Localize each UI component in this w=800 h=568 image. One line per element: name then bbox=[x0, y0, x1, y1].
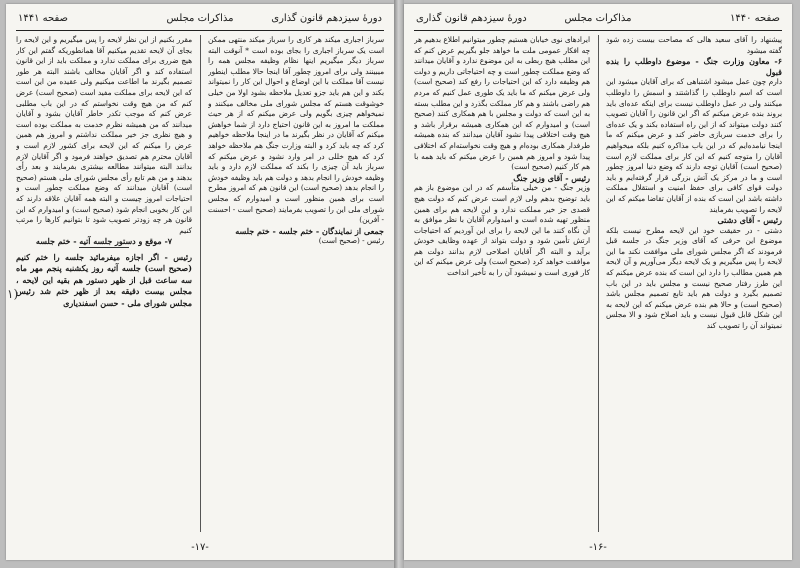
page-number: -۱۷- bbox=[191, 542, 209, 553]
header-rule bbox=[414, 30, 782, 31]
page-header bbox=[18, 10, 382, 28]
section-heading: ۶- معاون وزارت جنگ - موضوع داوطلب را بنده قبول bbox=[606, 56, 782, 77]
column-divider bbox=[200, 35, 201, 532]
header-publication-title: مذاکرات مجلس bbox=[166, 13, 234, 24]
column-text: سرباز اجباری میکند هر کاری را سرباز میکند منتهی ممکن است یک سرباز اجباری را بجای بوده است * آنوقت البته سرباز دیگر میگیریم اینها نظام وظیفه مجلس همه را میبینند ولی برای امروز چطور آقا اینجا حالا مطلب اینطور نیست آقا مملکت با این اوضاع و احوال این کار را نمیتواند بکند و این هم باید جزو تعدیل ملاحظه بشود اولا من خیلی خوشوقت هستم که مجلس شورای ملی مخالف میکنند و نمیخواهم چیزی بگویم ولی عرض میکنم که از هر حیث مملکت ما امروز به این قانون احتیاج دارد از شما خواهش میکنم که آقایان در نظر بگیرند ما در اینجا ملاحظه خواهیم کرد که چه باید کرد و البته وزارت جنگ هم ملاحظه خواهد کرد که هیچ خللی در امر وارد نشود و عرض میکنم که سرباز باید آن چیزی را بکند که مملکت لازم دارد و باید وظیفه خودش را انجام بدهد و دولت هم باید وظیفه خودش را انجام بدهد (صحیح است) این قانون هم که امروز مطرح است برای همین منظور است و امیدوارم که مجلس شورای ملی این را تصویب بفرمایند (صحیح است - احسنت - آفرین) bbox=[208, 35, 384, 225]
right-column bbox=[208, 35, 384, 532]
section-heading: ۷- موقع و دستور جلسه آتیه - ختم جلسه bbox=[35, 236, 173, 247]
header-page-label: صفحه ۱۴۴۰ bbox=[729, 13, 780, 24]
column-text: مقرر بکنیم از این نظر لایحه را پس میگیریم و این لایحه را بجای آن لایحه تقدیم میکنیم آقا همانطوریکه گفتم این کار هیچ ضرری برای مملکت ندارد و مملکت باید از این قانون استفاده کند و اگر آقایان مخالف باشند البته هر طور تصمیم بگیرند ما اطاعت میکنیم ولی عقیده من این است که این لایحه برای مملکت مفید است (صحیح است) عرض کنم که من هیچ وقت نخواستم که در این باب مطلبی عرض کنم که موجب تکدر خاطر آقایان بشود و آقایان میدانند که من همیشه نظرم خدمت به مملکت بوده است و هیچ نظری جز خیر مملکت نداشتم و امروز هم همین عرض را میکنم که این لایحه برای کشور لازم است و آقایان محترم هم تصدیق خواهند فرمود و اگر آقایان لازم بدانند البته میتوانند مطالعه بیشتری بفرمایند و بعد رأی بدهند و من هم تابع رأی مجلس شورای ملی هستم (صحیح است) آقایان میدانند که وضع مملکت چطور است و احتیاجات امروز چیست و البته همه آقایان علاقه دارند که این کار بخوبی انجام شود (صحیح است) و امیدوارم که این قانون هر چه زودتر تصویب شود تا بتوانیم کارها را مرتب کنیم bbox=[16, 35, 192, 235]
column-divider bbox=[598, 35, 599, 532]
left-column bbox=[16, 35, 192, 532]
page-header bbox=[416, 10, 780, 28]
right-page bbox=[404, 4, 792, 560]
left-column bbox=[414, 35, 590, 532]
president-remark: رئیس - آقای دشتی bbox=[717, 215, 782, 226]
header-page-label: صفحه ۱۴۴۱ bbox=[18, 13, 69, 24]
book-gutter bbox=[394, 0, 404, 568]
speaker-text: دشتی - در حقیقت خود این لایحه مطرح نیست بلکه موضوع این حرفی که آقای وزیر جنگ در جلسه قبل فرمودند که اگر مجلس شورای ملی موافقت نکند ما این لایحه را پس میگیریم و یک لایحه دیگر می‌آوریم و آن لایحه هم همین مطالب را دارد این است که بنده عرض میکنم که این طرز رفتار صحیح نیست و مجلس باید در این باب تصمیم بگیرد و دولت هم باید تابع تصمیم مجلس باشد (صحیح است) و حالا هم بنده عرض میکنم که این لایحه به این شکل قابل قبول نیست و باید اصلاح شود و الا مجلس نمیتواند آن را تصویب کند bbox=[606, 225, 782, 331]
interjection-heading: جمعی از نمایندگان - ختم جلسه - ختم جلسه bbox=[235, 225, 384, 236]
left-page bbox=[6, 4, 394, 560]
column-text: ایرادهای نوی خیابان هستیم چطور میتوانیم اطلاع بدهیم هر چه افکار عمومی ملت ما خواهد جلو بگیریم عرض کنم که این مطلب هیچ ربطی به این موضوع ندارد و آقایان میدانند که وضع مملکت چطور است و چه احتیاجاتی داریم و دولت هم وظیفه دارد که این احتیاجات را رفع کند (صحیح است) ولی عرض میکنم که ما باید یک طوری عمل کنیم که مردم هم راضی باشند و هم کار مملکت بگذرد و این مطلب بسته به این است که دولت و مجلس با هم همکاری کنند (صحیح است) و امیدوارم که این همکاری همیشه برقرار باشد و هیچ وقت اختلافی پیدا نشود آقایان میدانند که بنده همیشه طرفدار همکاری بوده‌ام و هیچ وقت نخواسته‌ام که اختلافی پیدا شود و امروز هم همین را عرض میکنم که باید همه با هم کار کنیم (صحیح است) bbox=[414, 35, 590, 172]
president-remark: رئیس - (صحیح است) bbox=[318, 236, 384, 246]
column-text: دارم چون عمل میشود اشتباهی که برای آقایان میشود این است که اسم داوطلب را گذاشتند و اسمش را داوطلب میکنند ولی در عمل داوطلب نیست برای اینکه عده‌ای باید بروند بنده عرض میکنم که اگر این قانون را آقایان تصویب کنند دولت میتواند که از این راه استفاده بکند و یک عده‌ای را برای خدمت سربازی حاضر کند و عرض میکنم که ما اینجا نیامده‌ایم که در این باب مذاکره کنیم بلکه میخواهیم آقایان را متوجه کنیم که این کار برای مملکت لازم است (صحیح است) آقایان توجه دارند که وضع دنیا امروز چطور است و ما در مرکز یک آتش بزرگی قرار گرفته‌ایم و باید دولت قوای کافی برای حفظ امنیت و استقلال مملکت داشته باشد این است که بنده از آقایان تقاضا میکنم که این لایحه را تصویب بفرمایند bbox=[606, 77, 782, 214]
column-intro: پیشنهاد را آقای سعید هالی که مصاحت بیست زده شود گفته میشود bbox=[606, 35, 782, 55]
header-session-title: دورهٔ سیزدهم قانون گذاری bbox=[271, 13, 382, 24]
text-columns bbox=[414, 35, 782, 532]
closing-paragraph: رئیس - اگر اجازه میفرمائید جلسه را ختم کنیم (صحیح است) جلسه آتیه روز یکشنبه پنجم مهر ماه سه ساعت قبل از ظهر دستور هم بقیه این لایحه ، مجلس بیست دقیقه بعد از ظهر ختم شد رئیس مجلس شورای ملی - حسن اسفندیاری bbox=[16, 251, 192, 308]
speaker-text: وزیر جنگ - من خیلی متأسفم که در این موضوع باز هم باید توضیح بدهم ولی لازم است عرض کنم که دولت هیچ قصدی جز خیر مملکت ندارد و این لایحه هم برای همین منظور تهیه شده است و امیدوارم آقایان با نظر موافق به آن نگاه کنند ما این لایحه را برای این آوردیم که احتیاجات ارتش تأمین شود و دولت بتواند از عهده وظایف خودش برآید و البته اگر آقایان اصلاحی لازم بدانند دولت هم موافقت خواهد کرد (صحیح است) ولی عرض میکنم که این کار فوری است و نمیشود آن را به تأخیر انداخت bbox=[414, 183, 590, 278]
section-separator bbox=[79, 247, 129, 248]
header-rule bbox=[16, 30, 384, 31]
header-session-title: دورهٔ سیزدهم قانون گذاری bbox=[416, 13, 527, 24]
page-number: -۱۶- bbox=[589, 542, 607, 553]
president-remark: رئیس - آقای وزیر جنگ bbox=[513, 172, 590, 183]
right-column bbox=[606, 35, 782, 532]
header-publication-title: مذاکرات مجلس bbox=[564, 13, 632, 24]
text-columns bbox=[16, 35, 384, 532]
margin-mark: ۱) bbox=[7, 287, 19, 301]
